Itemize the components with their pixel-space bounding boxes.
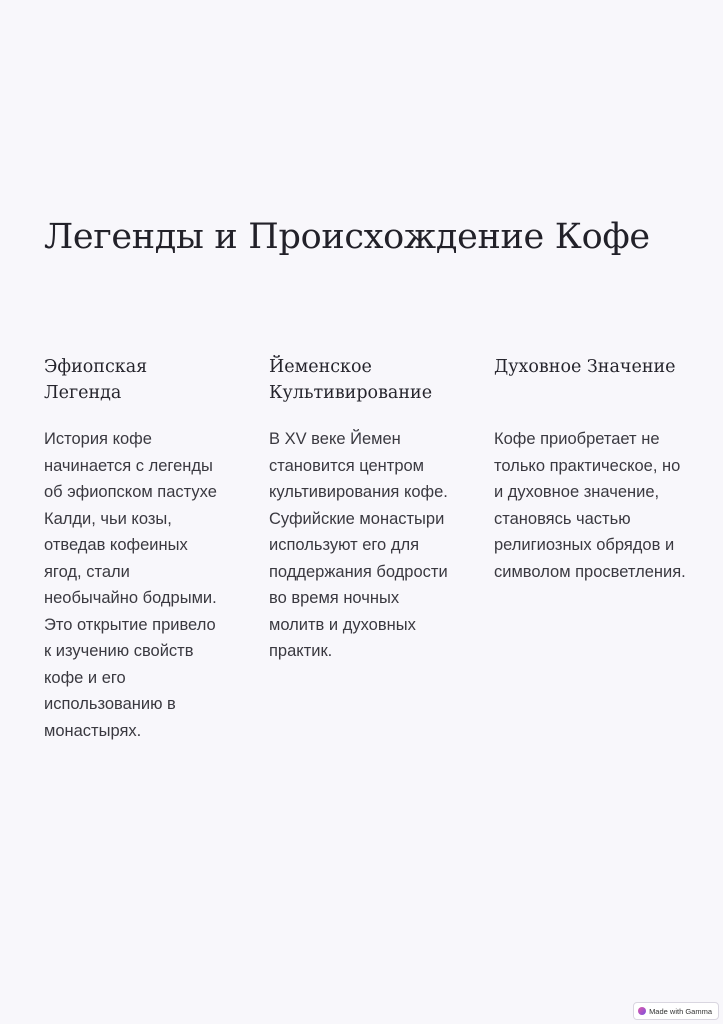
column-heading: Эфиопская Легенда bbox=[44, 357, 148, 403]
column-yemen-cultivation bbox=[269, 354, 449, 665]
column-body: Кофе приобретает не только практическое, но и духовное значение, становясь частью религиозных обрядов и символом просветления. bbox=[494, 430, 686, 581]
column-body: История кофе начинается с легенды об эфиопском пастухе Калди, чьи козы, отведав кофеиных ягод, стали необычайно бодрыми. Это открытие привело к изучению свойств кофе и его использованию в монастырях. bbox=[44, 430, 217, 740]
gamma-logo-icon bbox=[638, 1007, 646, 1015]
column-heading: Йеменское Культивирование bbox=[269, 357, 433, 403]
column-spiritual-meaning bbox=[494, 354, 694, 585]
badge-label: Made with Gamma bbox=[649, 1006, 712, 1016]
column-ethiopian-legend bbox=[44, 354, 224, 744]
made-with-gamma-badge[interactable] bbox=[633, 1002, 719, 1020]
column-heading: Духовное Значение bbox=[494, 357, 676, 377]
column-body: В XV веке Йемен становится центром культивирования кофе. Суфийские монастыри используют его для поддержания бодрости во время ночных молитв и духовных практик. bbox=[269, 430, 448, 660]
page-title: Легенды и Происхождение Кофе bbox=[44, 217, 650, 257]
